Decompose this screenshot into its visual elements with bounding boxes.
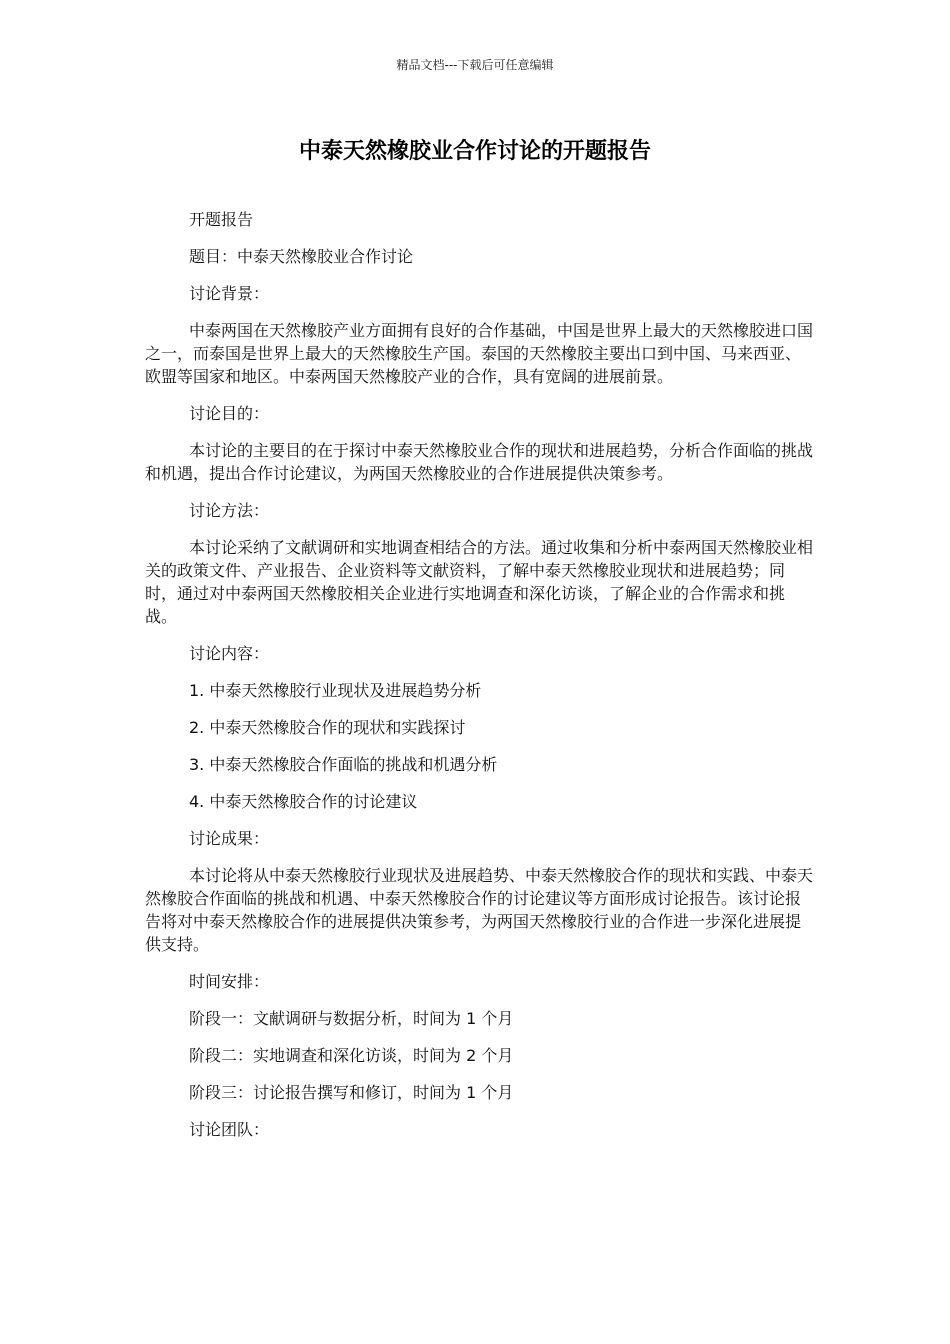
schedule-stage-3: 阶段三：讨论报告撰写和修订，时间为 1 个月 [189,1083,514,1102]
heading-method: 讨论方法： [189,501,270,520]
page-header: 精品文档---下载后可任意编辑 [396,58,554,72]
paragraph-background: 中泰两国在天然橡胶产业方面拥有良好的合作基础，中国是世界上最大的天然橡胶进口国之一，而泰国是世界上最大的天然橡胶生产国。泰国的天然橡胶主要出口到中国、马来西亚、欧盟等国家和地区。中泰两国天然橡胶产业的合作，具有宽阔的进展前景。 [145,321,814,386]
schedule-stage-1: 阶段一：文献调研与数据分析，时间为 1 个月 [189,1009,514,1028]
document-title: 中泰天然橡胶业合作讨论的开题报告 [298,139,651,164]
paragraph-purpose: 本讨论的主要目的在于探讨中泰天然橡胶业合作的现状和进展趋势，分析合作面临的挑战和机遇，提出合作讨论建议，为两国天然橡胶业的合作进展提供决策参考。 [145,441,814,483]
list-item-2: 2. 中泰天然橡胶合作的现状和实践探讨 [189,718,466,737]
paragraph-results: 本讨论将从中泰天然橡胶行业现状及进展趋势、中泰天然橡胶合作的现状和实践、中泰天然橡胶合作面临的挑战和机遇、中泰天然橡胶合作的讨论建议等方面形成讨论报告。该讨论报告将对中泰天然橡胶合作的进展提供决策参考，为两国天然橡胶行业的合作进一步深化进展提供支持。 [145,866,814,954]
heading-purpose: 讨论目的： [189,404,270,423]
heading-schedule: 时间安排： [189,972,270,991]
paragraph-method: 本讨论采纳了文献调研和实地调查相结合的方法。通过收集和分析中泰两国天然橡胶业相关的政策文件、产业报告、企业资料等文献资料，了解中泰天然橡胶业现状和进展趋势；同时，通过对中泰两国天然橡胶相关企业进行实地调查和深化访谈，了解企业的合作需求和挑战。 [145,538,814,626]
heading-results: 讨论成果： [189,829,270,848]
heading-team: 讨论团队： [189,1120,270,1139]
paragraph-report-label: 开题报告 [189,210,254,229]
paragraph-topic: 题目：中泰天然橡胶业合作讨论 [189,247,414,266]
heading-background: 讨论背景： [189,284,270,303]
schedule-stage-2: 阶段二：实地调查和深化访谈，时间为 2 个月 [189,1046,514,1065]
heading-content: 讨论内容： [189,644,270,663]
list-item-1: 1. 中泰天然橡胶行业现状及进展趋势分析 [189,681,482,700]
list-item-3: 3. 中泰天然橡胶合作面临的挑战和机遇分析 [189,755,498,774]
document-body [145,208,813,1155]
list-item-4: 4. 中泰天然橡胶合作的讨论建议 [189,792,418,811]
